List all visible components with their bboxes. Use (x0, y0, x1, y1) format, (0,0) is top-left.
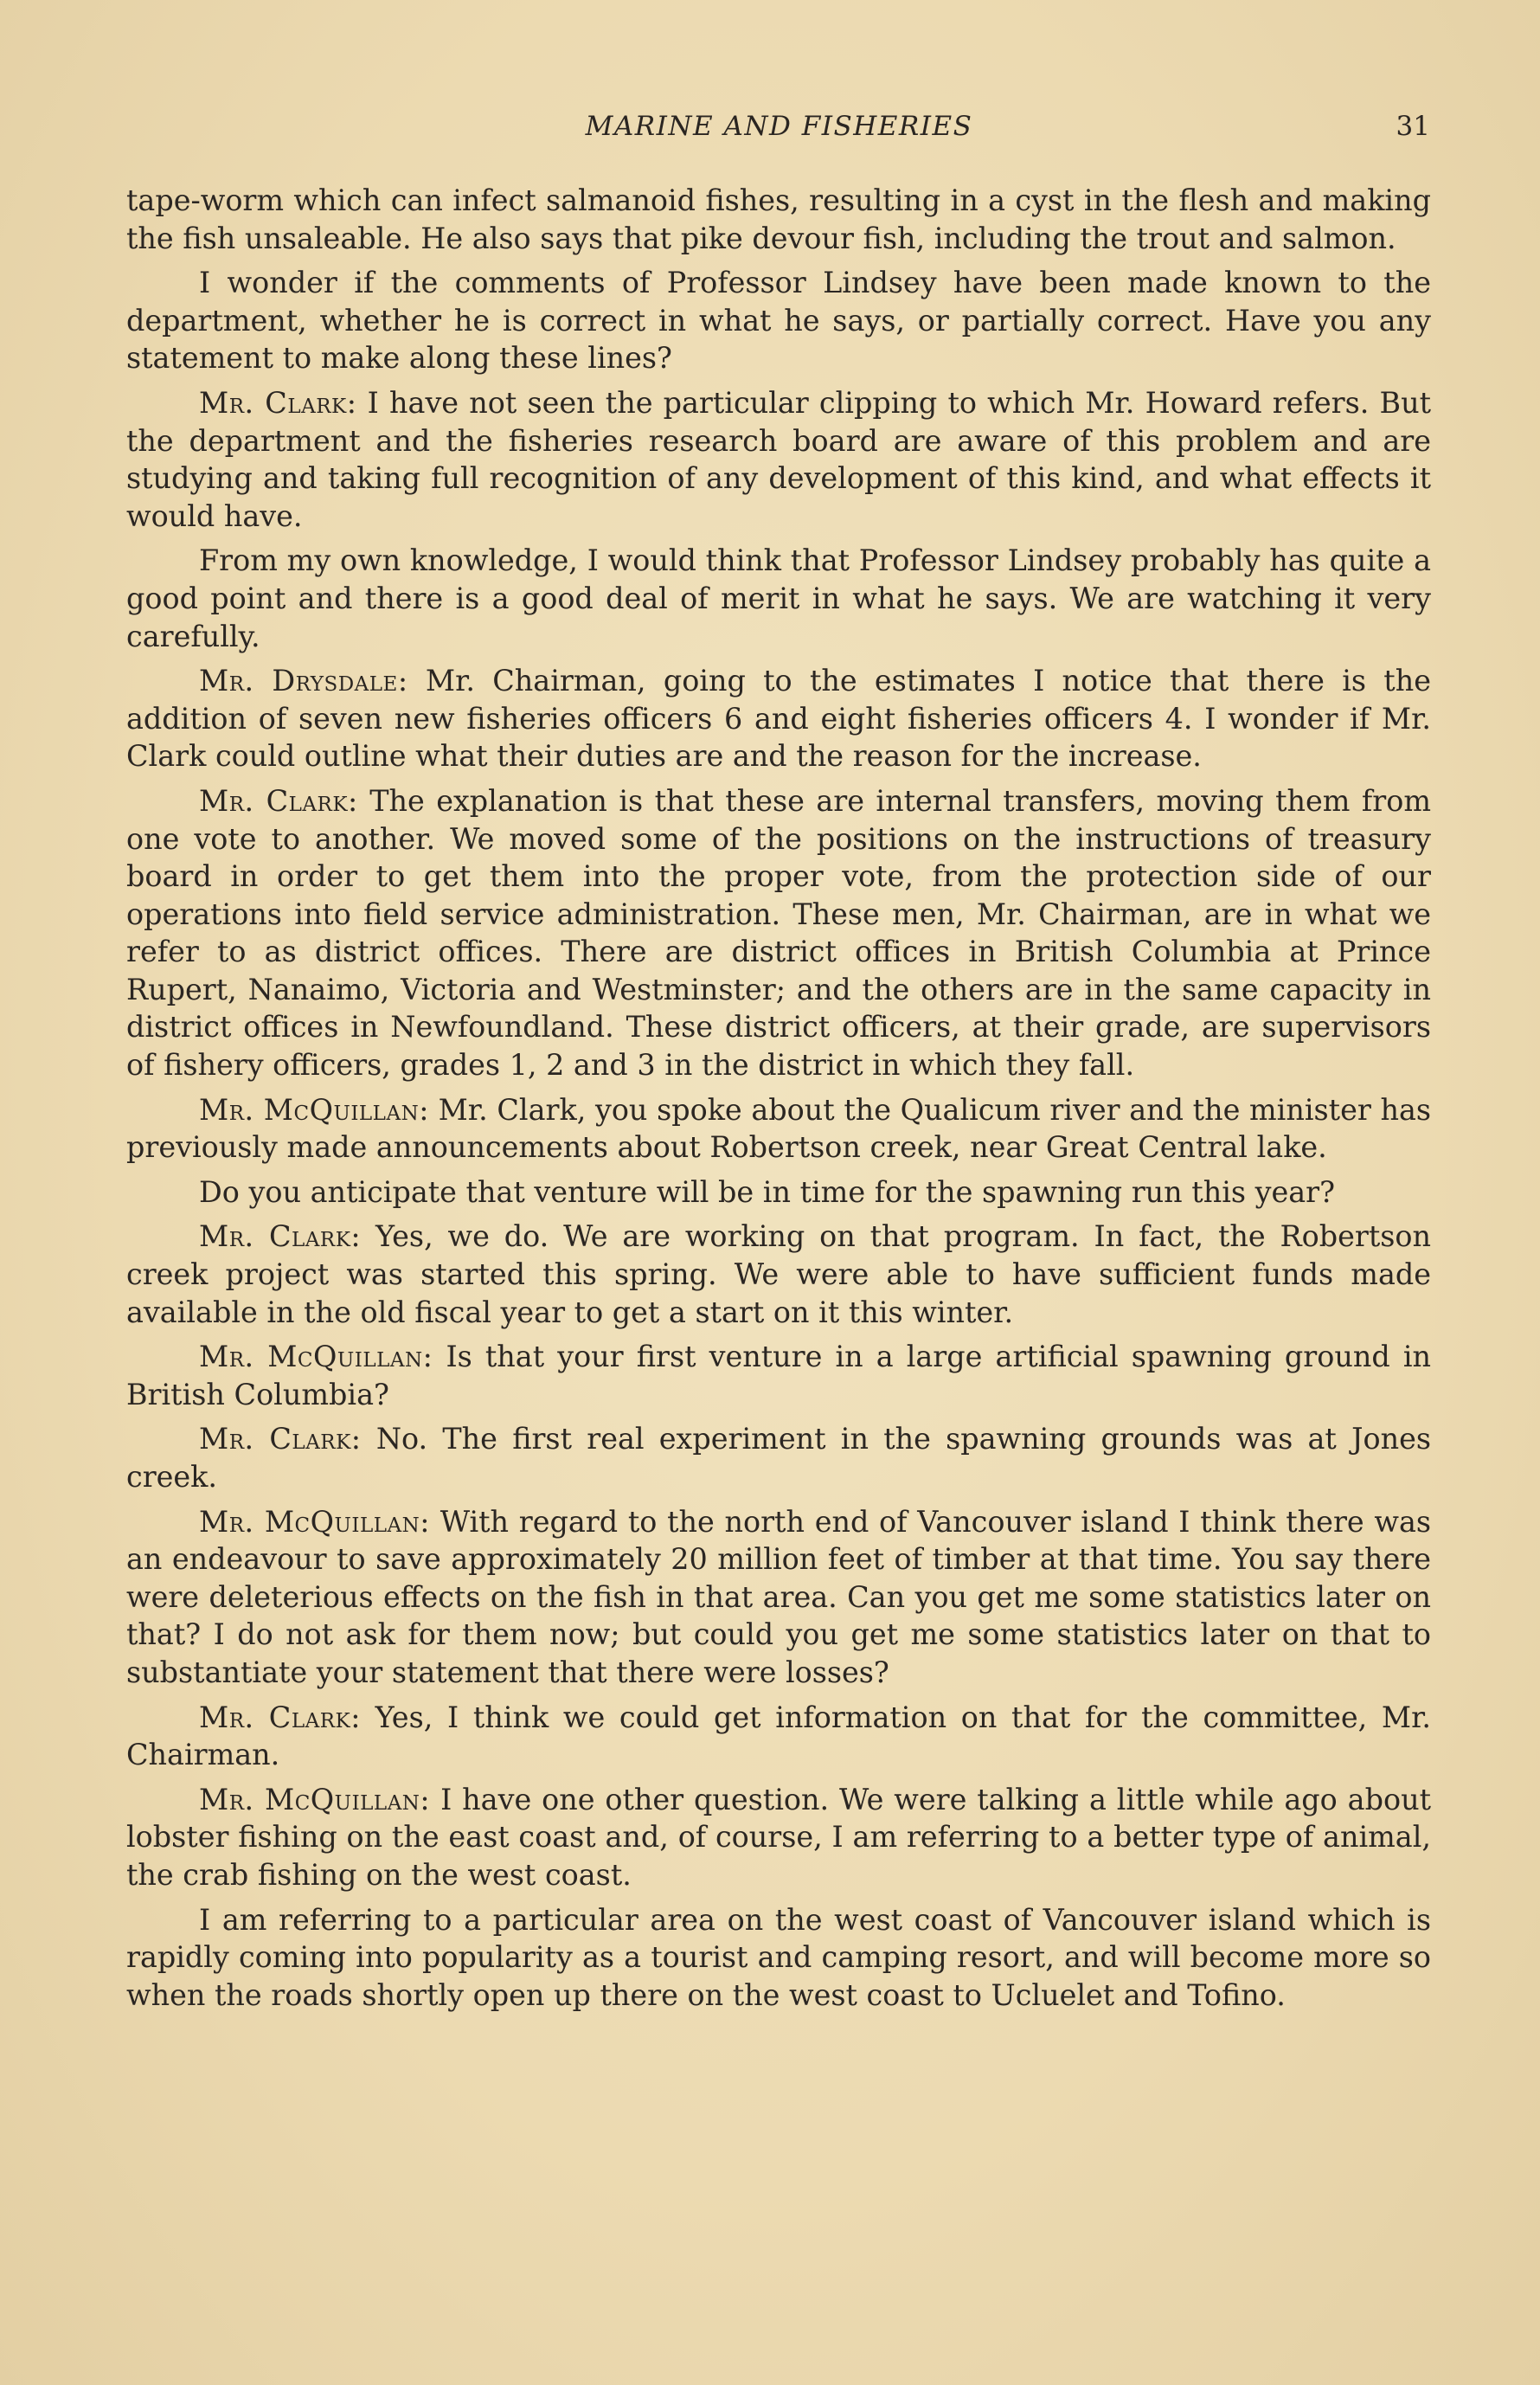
paragraph-3 (126, 542, 1431, 655)
paragraph-text: Mr. Clark, you spoke about the Qualicum river and the minister has previously made announcements about Robertson creek, near Great Central lake. (126, 1092, 1431, 1165)
paragraph-13 (126, 1781, 1431, 1894)
paragraph-text: I am referring to a particular area on the west coast of Vancouver island which is rapidly coming into popularity as a tourist and camping resort, and will become more so when the roads shortly open up there on the west coast to Ucluelet and Tofino. (126, 1902, 1431, 2012)
speaker-name: Mr. McQuillan: (199, 1340, 433, 1374)
paragraph-text: Is that your first venture in a large artificial spawning ground in British Columbia? (126, 1340, 1431, 1411)
paragraph-0 (126, 182, 1431, 257)
paragraph-2 (126, 384, 1431, 535)
paragraph-6 (126, 1091, 1431, 1167)
speaker-name: Mr. Clark: (199, 1422, 362, 1456)
speaker-name: Mr. McQuillan: (199, 1092, 429, 1127)
paragraph-text: Yes, we do. We are working on that program. In fact, the Robertson creek project was started this spring. We were able to have sufficient funds made available in the old fiscal year to get a start on it this winter. (126, 1219, 1431, 1329)
paragraph-text: From my own knowledge, I would think that Professor Lindsey probably has quite a good point and there is a good deal of merit in what he says. We are watching it very carefully. (126, 543, 1431, 653)
paragraph-text: Mr. Chairman, going to the estimates I notice that there is the addition of seven new fisheries officers 6 and eight fisheries officers 4. I wonder if Mr. Clark could outline what their duties are and the reason for the increase. (126, 664, 1431, 774)
paragraph-8 (126, 1218, 1431, 1331)
paragraph-text: No. The first real experiment in the spawning grounds was at Jones creek. (126, 1422, 1431, 1494)
page-number: 31 (1396, 111, 1430, 142)
paragraph-12 (126, 1699, 1431, 1774)
speaker-name: Mr. Clark: (199, 385, 357, 420)
paragraph-9 (126, 1338, 1431, 1413)
paragraph-14 (126, 1901, 1431, 2015)
speaker-name: Mr. Clark: (199, 783, 358, 818)
running-title: MARINE AND FISHERIES (585, 111, 973, 142)
paragraph-11 (126, 1503, 1431, 1692)
paragraph-5 (126, 782, 1431, 1084)
paragraph-1 (126, 264, 1431, 377)
speaker-name: Mr. McQuillan: (199, 1782, 431, 1816)
paragraph-4 (126, 662, 1431, 775)
paragraph-text: I wonder if the comments of Professor Lindsey have been made known to the department, whether he is correct in what he says, or partially correct. Have you any statement to make along these lines? (126, 266, 1431, 376)
speaker-name: Mr. Clark: (199, 1219, 362, 1254)
paragraph-text: With regard to the north end of Vancouver island I think there was an endeavour to save approximately 20 million feet of timber at that time. You say there were deleterious effects on the fish in that area. Can you get me some statistics later on that? I do not ask for them now; but could you get me some statistics later on that to substantiate your statement that there were losses? (126, 1504, 1432, 1689)
page-header (128, 106, 1430, 151)
paragraph-text: Yes, I think we could get information on that for the committee, Mr. Chairman. (126, 1700, 1431, 1772)
paragraph-7 (126, 1173, 1431, 1212)
paragraph-10 (126, 1420, 1431, 1495)
paragraph-text: Do you anticipate that venture will be in time for the spawning run this year? (199, 1174, 1336, 1209)
speaker-name: Mr. Clark: (199, 1700, 361, 1734)
body-text (126, 182, 1431, 2021)
paragraph-text: I have one other question. We were talking a little while ago about lobster fishing on the east coast and, of course, I am referring to a better type of animal, the crab fishing on the west coast. (126, 1782, 1431, 1892)
speaker-name: Mr. McQuillan: (199, 1504, 431, 1539)
speaker-name: Mr. Drysdale: (199, 664, 408, 698)
paragraph-text: I have not seen the particular clipping to which Mr. Howard refers. But the department and the fisheries research board are aware of this problem and are studying and taking full recognition of any development of this kind, and what effects it would have. (126, 385, 1431, 533)
paragraph-text: tape-worm which can infect salmanoid fishes, resulting in a cyst in the flesh and making the fish unsaleable. He also says that pike devour fish, including the trout and salmon. (126, 183, 1431, 255)
paragraph-text: The explanation is that these are internal transfers, moving them from one vote to another. We moved some of the positions on the instructions of treasury board in order to get them into the proper vote, from the protection side of our operations into field service administration. These men, Mr. Chairman, are in what we refer to as district offices. There are district offices in British Columbia at Prince Rupert, Nanaimo, Victoria and Westminster; and the others are in the same capacity in district offices in Newfoundland. These district officers, at their grade, are supervisors of fishery officers, grades 1, 2 and 3 in the district in which they fall. (126, 783, 1431, 1083)
